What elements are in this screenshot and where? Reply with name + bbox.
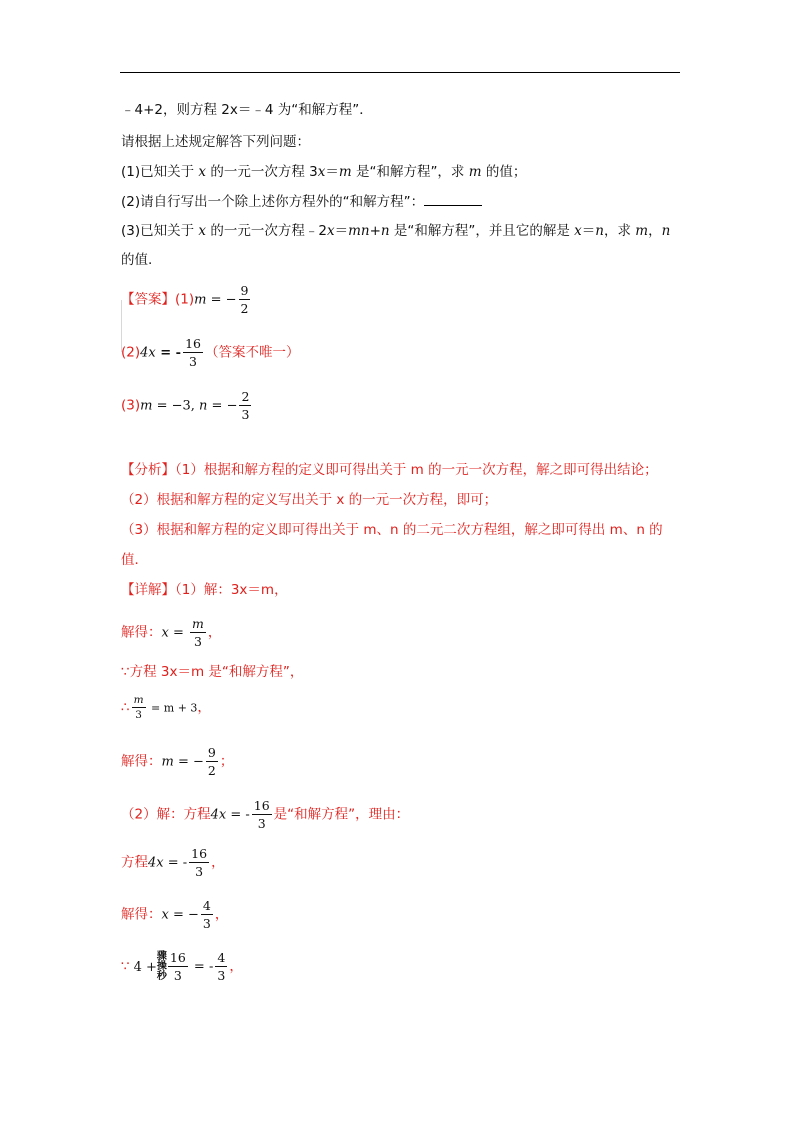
label: (2) [121,344,141,361]
header-rule [120,72,680,73]
math-var: m [194,292,207,308]
fraction [215,950,227,983]
math-var: m [140,398,153,414]
math-expr: 4x [210,807,227,823]
text: (2)请自行写出一个除上述你方程外的“和解方程”： [121,194,425,210]
analysis-4 [121,550,148,570]
detail-4 [121,694,211,721]
fraction [239,389,251,422]
answer-3 [121,389,253,422]
text: （1）根据和解方程的定义即可得出关于 m 的一元一次方程，解之即可得出结论； [175,462,658,478]
math-op: = - [155,345,182,361]
answer-1 [121,283,252,316]
denominator: 3 [193,634,202,649]
math-var: m [338,164,352,180]
math-expr: 4x [140,345,156,361]
denominator: 3 [217,968,226,983]
math-var: x [161,625,169,641]
text: ； [219,753,234,770]
math-var: x [317,164,326,180]
problem-line-0 [121,100,373,120]
text: 解得： [121,753,162,770]
text: （2）解：方程 [121,806,211,823]
denominator: 3 [195,864,204,879]
denominator: 3 [241,407,250,422]
analysis-tag: 【分析】 [121,462,175,478]
math-var: n [380,223,390,239]
math-op: = − [206,292,237,308]
text: + [369,223,381,239]
numerator: 9 [207,745,216,760]
text: 是“和解方程”，并且它的解是 [389,223,575,239]
note: （答案不唯一） [204,344,300,361]
problem-line-1 [121,132,310,152]
math-op: = − [168,907,199,923]
analysis-1 [121,460,658,480]
numerator: m [192,616,204,631]
fraction [252,798,272,831]
text: 方程 3x＝m 是“和解方程”， [129,664,304,680]
text: ， [214,906,229,923]
problem-text: ﹣4+2，则方程 2x＝﹣4 为“和解方程”． [121,102,373,118]
detail-5 [121,745,233,778]
text: (3)已知关于 [121,223,199,239]
text: 是“和解方程”，理由： [273,806,410,823]
text: ，求 [603,223,636,239]
text: （2）根据和解方程的定义写出关于 x 的一元一次方程，即可； [121,492,498,508]
math-var: x [326,223,335,239]
math-var: n [199,398,208,414]
text: ＝ [334,223,349,239]
math-var: n [595,223,604,239]
denominator: 2 [240,301,249,316]
text: ， [207,624,222,641]
detail-7 [121,846,225,879]
math-expr: 4x [148,855,164,871]
text: 值． [121,552,148,568]
fraction [206,745,218,778]
because-symbol: ∵ [121,958,130,975]
denominator: 3 [173,968,182,983]
numerator: 2 [241,389,250,404]
text: ＝ [581,223,596,239]
question-1 [121,162,526,182]
detail-3 [121,662,303,682]
glyph: 秒 [156,970,166,982]
analysis-2 [121,490,497,510]
label: (3) [121,397,141,414]
fraction [189,846,209,879]
fraction [190,616,206,649]
math-var: m [635,223,649,239]
answer-2 [121,336,299,369]
math-op: = - [226,807,250,823]
detail-9 [121,950,243,983]
text: 的值； [481,164,527,180]
text: ， [211,854,225,871]
text: 解得： [121,624,162,641]
fraction [201,898,213,931]
glyph: 操 [156,960,166,972]
text: 方程 [121,854,148,871]
fraction [183,336,203,369]
fraction [132,694,146,721]
denominator: 3 [135,709,142,721]
text: ， [648,223,662,239]
detail-2 [121,616,221,649]
numerator: 16 [253,798,270,813]
numerator: 9 [240,283,249,298]
denominator: 3 [202,916,211,931]
denominator: 3 [257,816,266,831]
math-op: = − [207,398,238,414]
text: 的一元一次方程 3 [206,164,318,180]
math-op: = - [189,959,214,975]
answer-blank [424,191,482,206]
text: ＝ [325,164,339,180]
glyph: 骤 [156,950,166,962]
text: 的值. [121,252,153,268]
math-var: m [161,754,174,770]
question-3 [121,221,670,241]
label: (1) [175,291,195,308]
numerator: 16 [169,950,186,965]
fraction [168,950,188,983]
text: 解得： [121,906,162,923]
analysis-3 [121,520,663,540]
math-expr: = m + 3 [147,701,198,715]
math-var: m [468,164,482,180]
garbled-glyphs [157,952,166,982]
numerator: 4 [202,898,211,913]
math-op: = - [163,855,188,871]
denominator: 3 [189,354,197,369]
math-op: = [168,625,189,641]
answer-tag: 【答案】 [121,291,175,308]
numerator: 4 [217,950,226,965]
text: （3）根据和解方程的定义即可得出关于 m、n 的二元二次方程组，解之即可得出 m、n 的 [121,522,663,538]
denominator: 2 [207,763,216,778]
question-3-cont [121,250,152,270]
question-2 [121,191,482,212]
detail-1 [121,580,288,600]
math-op: = −3, [152,398,200,414]
math-expr: 4 + [133,959,157,975]
numerator: 16 [191,846,208,861]
text: （1）解：3x＝m， [175,582,288,598]
detail-tag: 【详解】 [121,582,175,598]
math-var: x [161,907,169,923]
math-var: x [198,164,207,180]
text: ， [197,699,211,716]
detail-8 [121,898,228,931]
numerator: 16 [185,336,201,351]
text: 的一元一次方程﹣2 [206,223,327,239]
math-var: mn [348,223,370,239]
text: ， [229,958,243,975]
text: 是“和解方程”，求 [351,164,469,180]
text: (1)已知关于 [121,164,199,180]
math-var: n [661,223,671,239]
numerator: m [133,694,144,706]
math-var: x [574,223,582,239]
because-symbol: ∵ [121,664,130,680]
therefore-symbol: ∴ [121,699,130,716]
problem-text: 请根据上述规定解答下列问题： [121,134,310,150]
fraction [239,283,251,316]
math-var: x [198,223,207,239]
math-op: = − [173,754,204,770]
detail-6 [121,798,409,831]
